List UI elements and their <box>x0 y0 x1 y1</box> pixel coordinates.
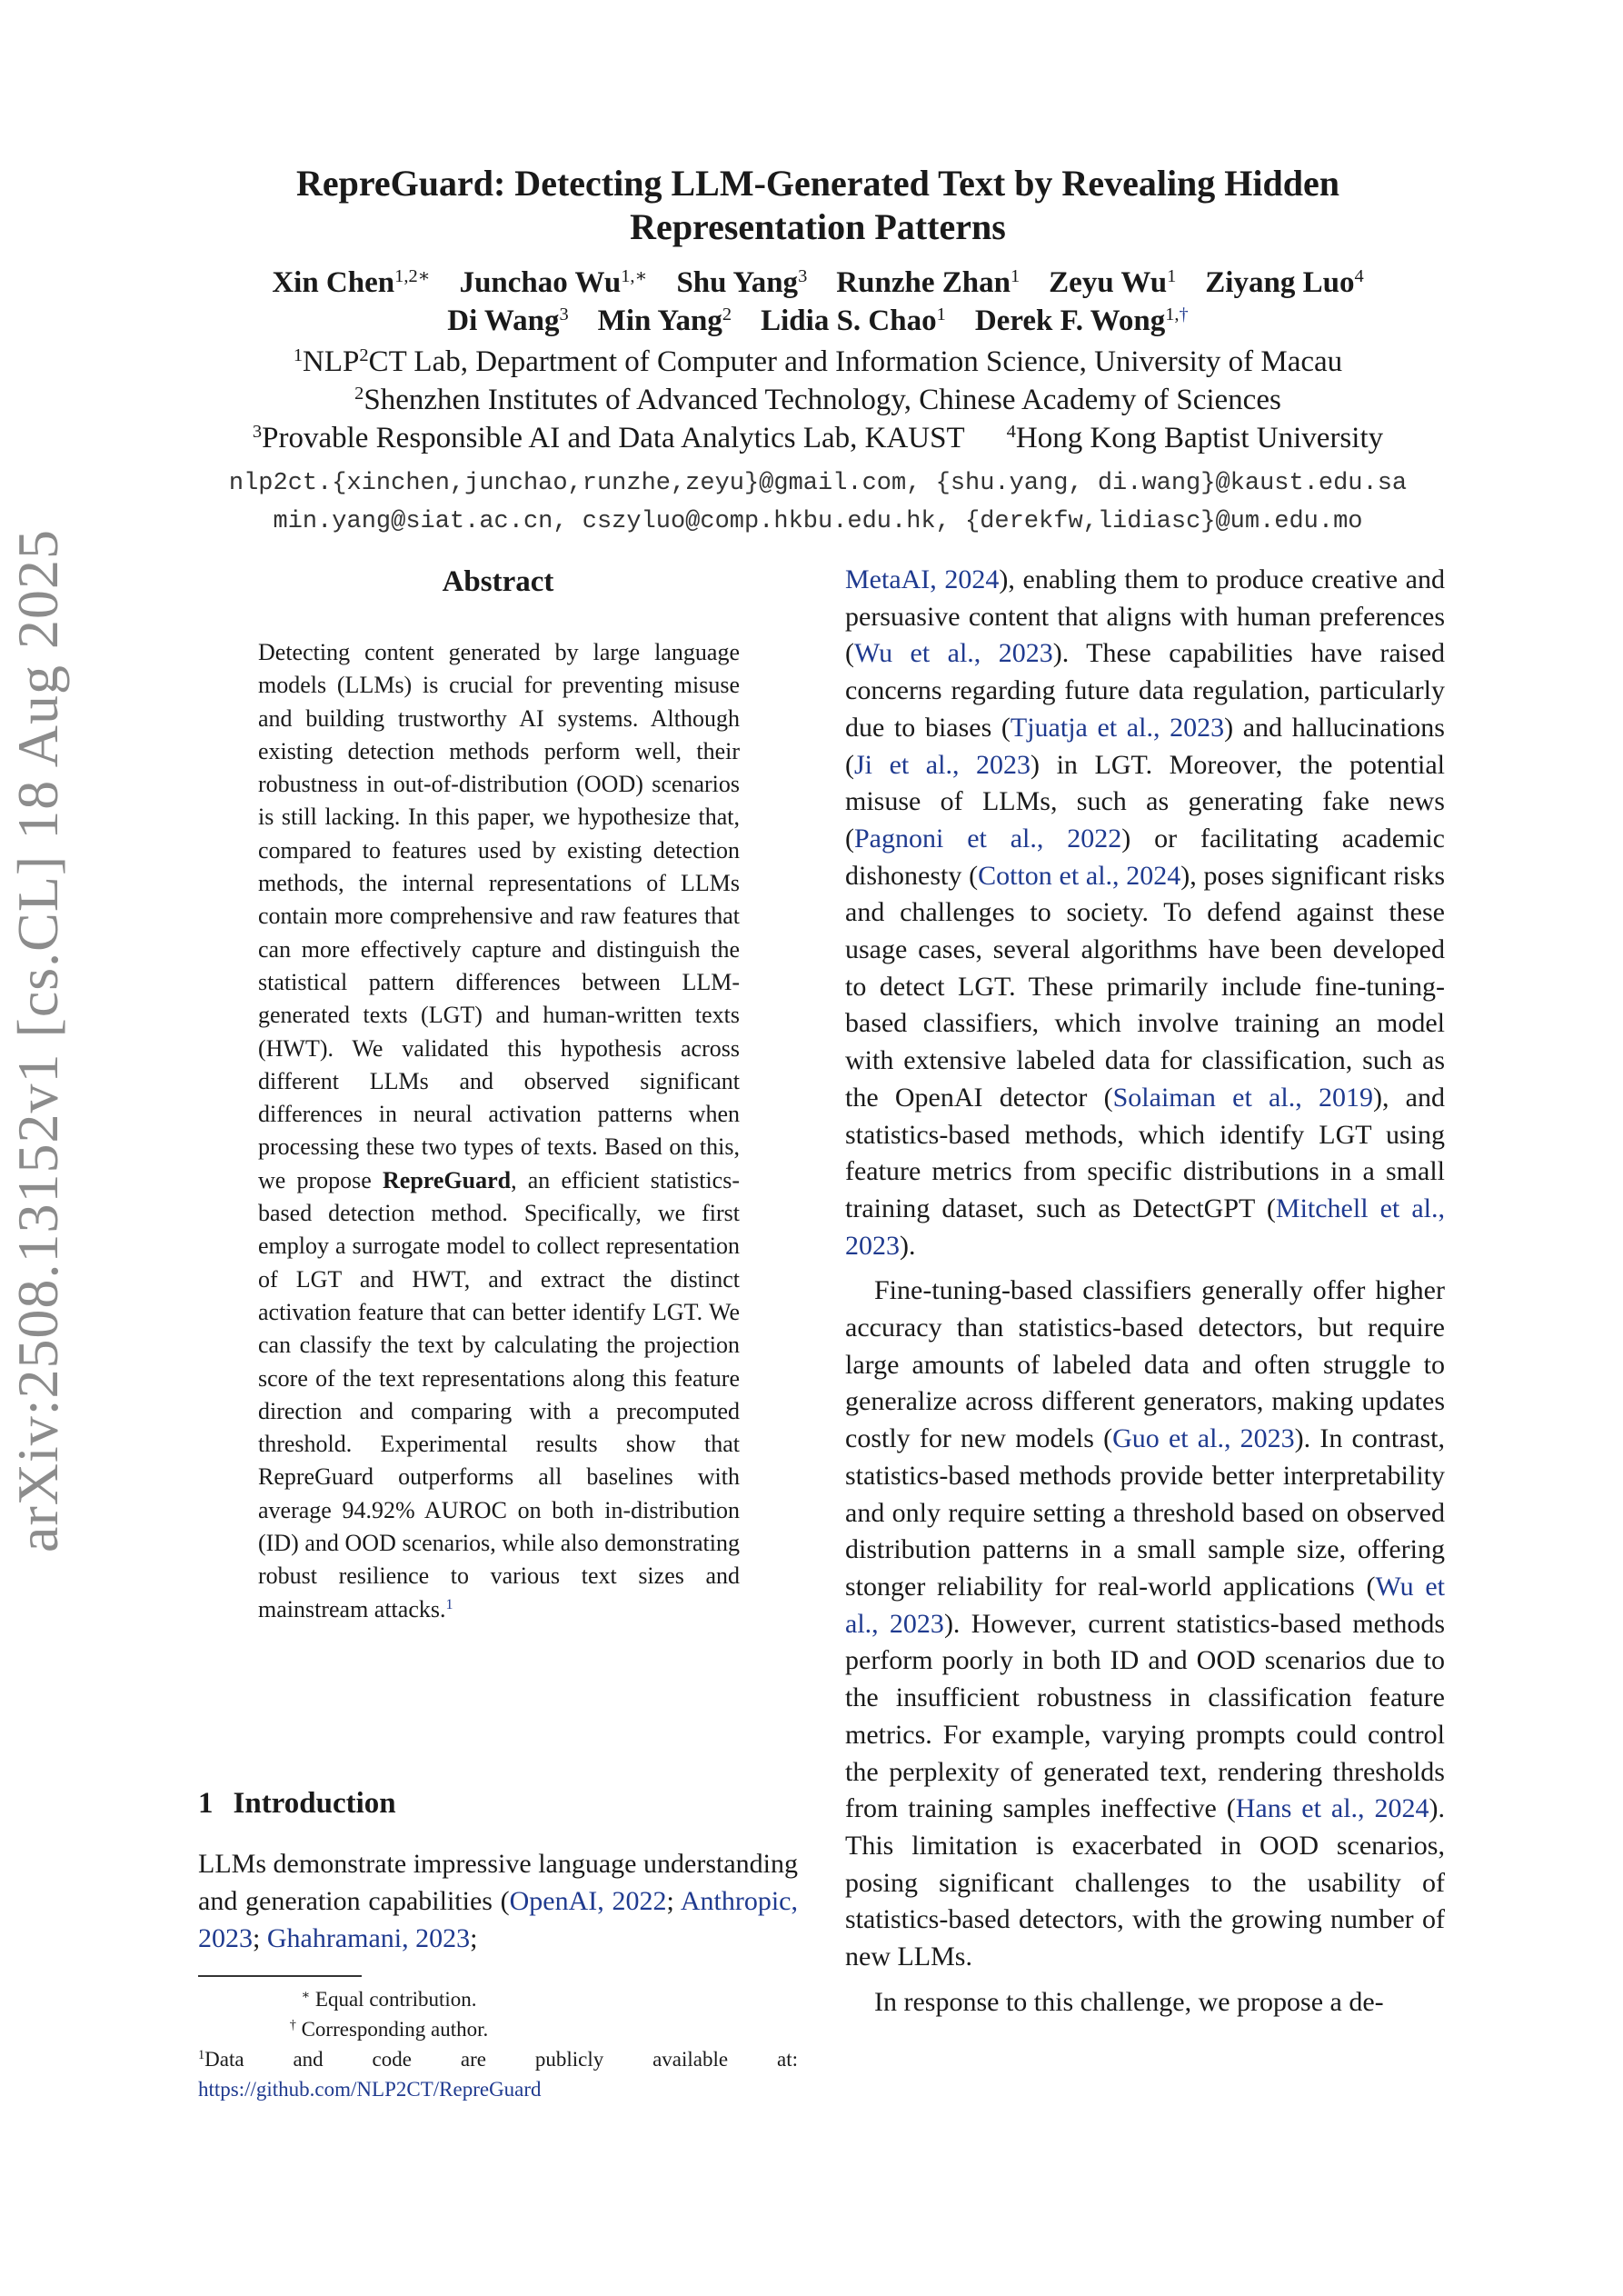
author-affiliation-mark: 1,2∗ <box>394 265 431 286</box>
paragraph-text: In response to this challenge, we propose a de- <box>874 1986 1384 2017</box>
author-row-1 <box>91 266 1545 300</box>
author-affiliation-mark: 3 <box>798 265 808 286</box>
citation-link[interactable]: Anthropic, 2023 <box>198 1886 798 1953</box>
author-affiliation-mark: 2 <box>722 304 732 324</box>
citation-link[interactable]: Pagnoni et al., 2022 <box>854 823 1122 854</box>
author-name-text: Di Wang <box>447 304 560 337</box>
paragraph-text: ). This limitation is exacerbated in OOD scenarios, posing significant challenges to the usability of statistics-based detectors, with the growing number of new LLMs. <box>845 1793 1445 1972</box>
paragraph-text: ) or facilitating academic dishonesty ( <box>845 823 1445 891</box>
author-name <box>836 266 1020 300</box>
footnote-data-code: $^1$Data and code are publicly available at: <box>198 2048 798 2071</box>
citation-link[interactable]: MetaAI, 2024 <box>845 564 1000 594</box>
author-affiliation-mark: 4 <box>1354 265 1364 286</box>
citation-link[interactable]: Mitchell et al., 2023 <box>845 1193 1445 1261</box>
right-column <box>845 562 1445 2029</box>
email-line-2: min.yang@siat.ac.cn, cszyluo@comp.hkbu.edu.hk, {derekfw,lidiasc}@um.edu.mo <box>273 508 1363 535</box>
affiliation-1: $^1$NLP$^2$CT Lab, Department of Computer and Information Science, University of Macau <box>293 344 1343 378</box>
author-name-text: Lidia S. Chao <box>761 304 937 337</box>
right-paragraph-1 <box>845 562 1445 1264</box>
citation-link[interactable]: Wu et al., 2023 <box>845 1571 1445 1639</box>
author-name <box>761 304 946 338</box>
paragraph-text: ). These capabilities have raised concerns regarding future data regulation, particularly due to biases ( <box>845 638 1446 743</box>
author-name-text: Ziyang Luo <box>1205 266 1355 299</box>
author-affiliation-mark: 3 <box>559 304 569 324</box>
right-paragraph-3 <box>845 1984 1445 2021</box>
corresponding-author-mark[interactable]: † <box>1179 304 1189 324</box>
arxiv-side-stamp: arXiv:2508.13152v1 [cs.CL] 18 Aug 2025 <box>5 529 70 1552</box>
author-name-text: Runzhe Zhan <box>836 266 1011 299</box>
abstract-heading: Abstract <box>442 565 554 598</box>
footnote-equal-contribution: ∗ Equal contribution. <box>301 1988 477 2011</box>
author-name-text: Shu Yang <box>676 266 799 299</box>
author-name <box>460 266 648 300</box>
author-name <box>975 304 1189 338</box>
citation-link[interactable]: Cotton et al., 2024 <box>978 860 1181 891</box>
citation-link[interactable]: Ghahramani, 2023 <box>266 1923 471 1953</box>
method-name: RepreGuard <box>383 1166 512 1193</box>
footnotes <box>198 1984 798 2104</box>
footnote-divider <box>198 1975 362 1977</box>
author-name-text: Min Yang <box>597 304 722 337</box>
citation-link[interactable]: Ji et al., 2023 <box>854 749 1031 780</box>
paragraph-text: ) in LGT. Moreover, the potential misuse of LLMs, such as generating fake news ( <box>845 749 1446 854</box>
citation-link[interactable]: Wu et al., 2023 <box>854 638 1053 669</box>
author-name <box>1205 266 1363 300</box>
author-row-2 <box>91 304 1545 338</box>
footnote-corresponding-author: † Corresponding author. <box>289 2018 489 2041</box>
footnote-ref-1[interactable]: 1 <box>445 1596 453 1612</box>
citation-link[interactable]: Solaiman et al., 2019 <box>1112 1082 1373 1113</box>
right-paragraph-2 <box>845 1273 1445 1975</box>
author-name <box>676 266 807 300</box>
paragraph-text: ). In contrast, statistics-based methods provide better interpretability and only require setting a threshold based on observed distribution patterns in a small sample size, offering stonger reliability for real-world applications ( <box>845 1423 1446 1602</box>
title-line-1: RepreGuard: Detecting LLM-Generated Text by Revealing Hidden <box>295 163 1340 204</box>
author-affiliation-mark: 1 <box>1167 265 1177 286</box>
repo-url-link[interactable]: https://github.com/NLP2CT/RepreGuard <box>198 2078 542 2101</box>
affiliation-2: $^2$Shenzhen Institutes of Advanced Technology, Chinese Academy of Sciences <box>354 383 1281 416</box>
author-name <box>447 304 568 338</box>
author-name <box>1049 266 1176 300</box>
citation-link[interactable]: OpenAI, 2022 <box>509 1886 667 1916</box>
author-name <box>272 266 430 300</box>
title-line-2: Representation Patterns <box>630 206 1006 247</box>
citation-link[interactable]: Tjuatja et al., 2023 <box>1010 712 1225 743</box>
author-affiliation-mark: 1, <box>1165 304 1180 324</box>
author-affiliation-mark: 1 <box>936 304 946 324</box>
email-line-1: nlp2ct.{xinchen,junchao,runzhe,zeyu}@gmail.com, {shu.yang, di.wang}@kaust.edu.sa <box>228 470 1408 497</box>
affiliation-3-4: $^3$Provable Responsible AI and Data Analytics Lab, KAUST $^4$Hong Kong Baptist University <box>252 421 1384 454</box>
paragraph-text: ) and hallucinations ( <box>845 712 1445 780</box>
paragraph-text: ). However, current statistics-based methods perform poorly in both ID and OOD scenarios due to the insufficient robustness in classification feature metrics. For example, varying prompts could control the perplexity of generated text, rendering thresholds from training samples ineffective ( <box>845 1608 1445 1824</box>
abstract-body: Detecting content generated by large language models (LLMs) is crucial for preventing misuse and building trustworthy AI systems. Although existing detection methods perform well, their robustness in out-of-distribution (OOD) scenarios is still lacking. In this paper, we hypothesize that, compared to features used by existing detection methods, the internal representations of LLMs contain more comprehensive and raw features that can more effectively capture and distinguish the statistical pattern differences between LLM-generated texts (LGT) and human-written texts (HWT). We validated this hypothesis across different LLMs and observed significant differences in neural activation patterns when processing these two types of texts. Based on this, we propose RepreGuard, an efficient statistics-based detection method. Specifically, we first employ a surrogate model to collect representation of LGT and HWT, and extract the distinct activation feature that can better identify LGT. We can classify the text by calculating the projection score of the text representations along this feature direction and comparing with a precomputed threshold. Experimental results show that RepreGuard outperforms all baselines with average 94.92% AUROC on both in-distribution (ID) and OOD scenarios, while also demonstrating robust resilience to various text sizes and mainstream attacks.$^1$ <box>258 639 741 1622</box>
author-name-text: Junchao Wu <box>459 266 622 299</box>
paragraph-text: ), poses significant risks and challenges to society. To defend against these usage cases, several algorithms have been developed to detect LGT. These primarily include fine-tuning-based classifiers, which involve training an model with extensive labeled data for classification, such as the OpenAI detector ( <box>845 860 1445 1113</box>
paragraph-text: Fine-tuning-based classifiers generally offer higher accuracy than statistics-based detectors, but require large amounts of labeled data and often struggle to generalize across different generators, making updates costly for new models ( <box>845 1275 1445 1454</box>
citation-link[interactable]: Guo et al., 2023 <box>1112 1423 1295 1454</box>
author-name-text: Derek F. Wong <box>974 304 1166 337</box>
intro-paragraph: LLMs demonstrate impressive language understanding and generation capabilities (OpenAI, 2022; Anthropic, 2023; Ghahramani, 2023; <box>198 1849 798 1953</box>
section-heading-introduction: 1 Introduction <box>198 1787 396 1820</box>
author-name <box>598 304 732 338</box>
citation-link[interactable]: Hans et al., 2024 <box>1235 1793 1429 1824</box>
author-name-text: Xin Chen <box>272 266 395 299</box>
author-affiliation-mark: 1 <box>1010 265 1021 286</box>
author-affiliation-mark: 1,∗ <box>621 265 648 286</box>
paper-title <box>136 162 1499 249</box>
paragraph-text: ), and statistics-based methods, which identify LGT using feature metrics from specific distributions in a small training dataset, such as DetectGPT ( <box>845 1082 1445 1223</box>
paragraph-text: ). <box>900 1230 916 1261</box>
author-name-text: Zeyu Wu <box>1049 266 1168 299</box>
paragraph-text: ), enabling them to produce creative and persuasive content that aligns with human preferences ( <box>845 564 1445 669</box>
